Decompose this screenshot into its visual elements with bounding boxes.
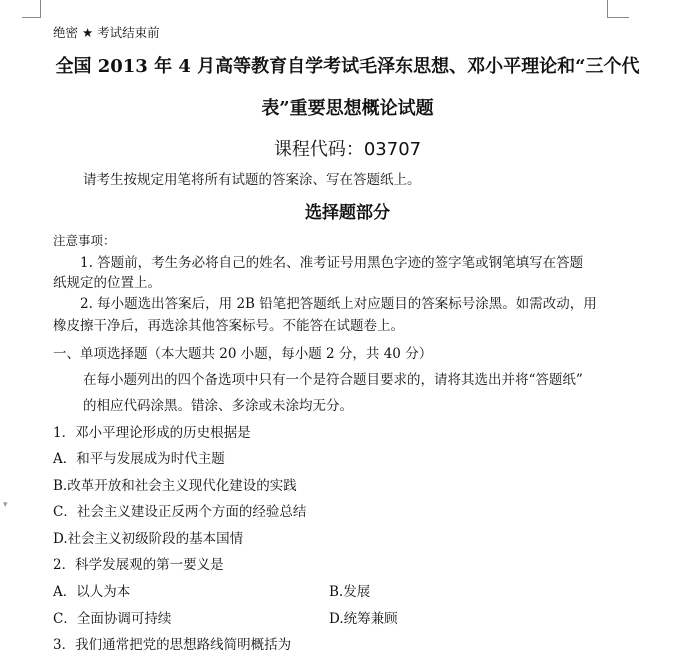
margin-marker-icon: ▾ xyxy=(3,500,8,510)
section-title: 选择题部分 xyxy=(305,203,390,223)
notes-item2-line2: 橡皮擦干净后，再选涂其他答案标号。不能答在试题卷上。 xyxy=(53,318,404,334)
question-1-option-a: A．和平与发展成为时代主题 xyxy=(53,451,225,467)
confidential-header: 绝密 ★ 考试结束前 xyxy=(53,25,160,40)
notes-item1-line1: 1. 答题前，考生务必将自己的姓名、准考证号用黑色字迹的签字笔或钢笔填写在答题 xyxy=(80,255,584,271)
part1-desc-line1: 在每小题列出的四个备选项中只有一个是符合题目要求的，请将其选出并将“答题纸” xyxy=(83,372,583,388)
crop-mark-left-horizontal xyxy=(22,17,41,18)
question-1-option-c: C．社会主义建设正反两个方面的经验总结 xyxy=(53,504,307,520)
question-1-stem: 1．邓小平理论形成的历史根据是 xyxy=(53,425,251,441)
crop-mark-left-vertical xyxy=(40,0,41,18)
question-1-option-d: D.社会主义初级阶段的基本国情 xyxy=(53,531,244,547)
crop-mark-right-horizontal xyxy=(607,17,629,18)
question-2-option-a: A．以人为本 xyxy=(53,584,131,600)
exam-title-line1: 全国 2013 年 4 月高等教育自学考试毛泽东思想、邓小平理论和“三个代 xyxy=(55,56,640,77)
question-2-option-b: B.发展 xyxy=(329,584,371,600)
question-2-option-c: C．全面协调可持续 xyxy=(53,611,172,627)
question-2-stem: 2．科学发展观的第一要义是 xyxy=(53,557,224,573)
notes-item1-line2: 纸规定的位置上。 xyxy=(53,275,161,291)
part1-heading: 一、单项选择题（本大题共 20 小题，每小题 2 分，共 40 分） xyxy=(53,346,433,362)
part1-desc-line2: 的相应代码涂黑。错涂、多涂或未涂均无分。 xyxy=(83,398,353,414)
exam-title-line2: 表”重要思想概论试题 xyxy=(261,98,434,119)
notes-heading: 注意事项： xyxy=(53,233,116,248)
question-1-option-b: B.改革开放和社会主义现代化建设的实践 xyxy=(53,478,297,494)
course-code: 课程代码：03707 xyxy=(273,139,422,160)
answer-instruction: 请考生按规定用笔将所有试题的答案涂、写在答题纸上。 xyxy=(83,172,421,188)
question-3-stem: 3．我们通常把党的思想路线简明概括为 xyxy=(53,637,292,653)
question-2-option-d: D.统筹兼顾 xyxy=(329,611,398,627)
crop-mark-right-vertical xyxy=(607,0,608,18)
notes-item2-line1: 2. 每小题选出答案后，用 2B 铅笔把答题纸上对应题目的答案标号涂黑。如需改动，用 xyxy=(80,296,597,312)
